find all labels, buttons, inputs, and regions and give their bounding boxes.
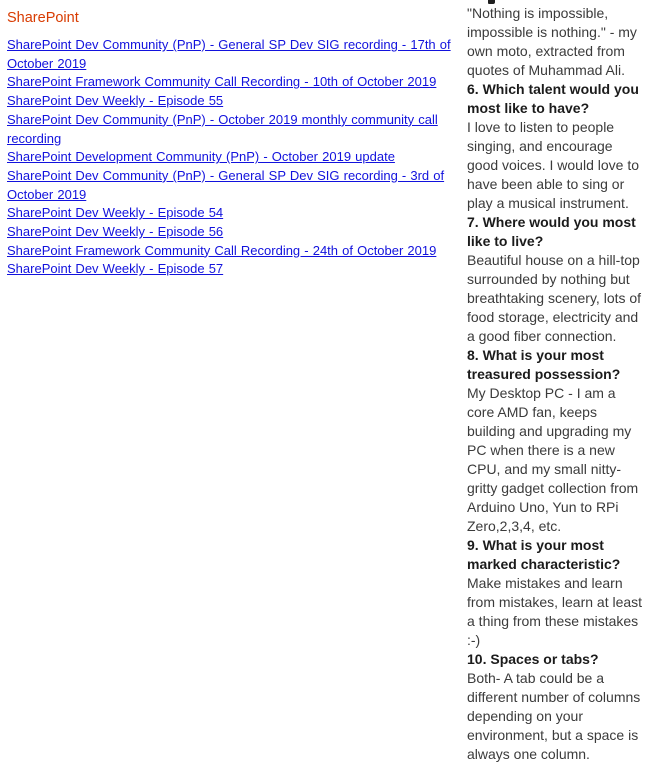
news-link[interactable]: SharePoint Framework Community Call Recording - 10th of October 2019 [7, 74, 437, 90]
news-link[interactable]: SharePoint Dev Weekly - Episode 55 [7, 93, 224, 109]
news-link[interactable]: SharePoint Framework Community Call Recording - 24th of October 2019 [7, 242, 437, 258]
qa-answer: My Desktop PC - I am a core AMD fan, keeps building and upgrading my PC when there is a new CPU, and my small nitty-gritty gadget collection from Arduino Uno, Yun to RPi Zero,2,3,4, etc. [467, 385, 639, 534]
qa-answer: I love to listen to people singing, and encourage good voices. I would love to have been able to sing or play a musical instrument. [467, 119, 639, 211]
news-link[interactable]: SharePoint Dev Community (PnP) - October 2019 monthly community call recording [7, 111, 438, 146]
news-link[interactable]: SharePoint Dev Community (PnP) - General SP Dev SIG recording - 17th of October 2019 [7, 37, 451, 71]
news-link[interactable]: SharePoint Dev Community (PnP) - General SP Dev SIG recording - 3rd of October 2019 [7, 167, 445, 202]
news-link[interactable]: SharePoint Dev Weekly - Episode 54 [7, 205, 224, 221]
qa-intro-quote: "Nothing is impossible, impossible is nothing." - my own moto, extracted from quotes of Muhammad Ali. [467, 5, 637, 78]
qa-answer: Beautiful house on a hill-top surrounded by nothing but breathtaking scenery, lots of food storage, electricity and a good fiber connection. [467, 252, 642, 344]
sharepoint-news-section [7, 9, 455, 279]
qa-question: 8. What is your most treasured possession? [467, 347, 621, 382]
news-link[interactable]: SharePoint Dev Weekly - Episode 57 [7, 261, 224, 277]
qa-answer: Make mistakes and learn from mistakes, learn at least a thing from these mistakes :-) [467, 575, 643, 648]
qa-question: 9. What is your most marked characteristic? [467, 537, 621, 572]
qa-question: 6. Which talent would you most like to have? [467, 81, 639, 116]
clipped-text-fragment [488, 0, 495, 4]
qa-sidebar [467, 0, 645, 764]
qa-question: 10. Spaces or tabs? [467, 651, 599, 667]
news-link[interactable]: SharePoint Dev Weekly - Episode 56 [7, 224, 224, 240]
qa-question: 7. Where would you most like to live? [467, 214, 636, 249]
qa-answer: Both- A tab could be a different number of columns depending on your environment, but a space is always one column. [467, 670, 641, 762]
news-link[interactable]: SharePoint Development Community (PnP) - October 2019 update [7, 149, 395, 165]
category-heading-sharepoint: SharePoint [7, 10, 79, 26]
